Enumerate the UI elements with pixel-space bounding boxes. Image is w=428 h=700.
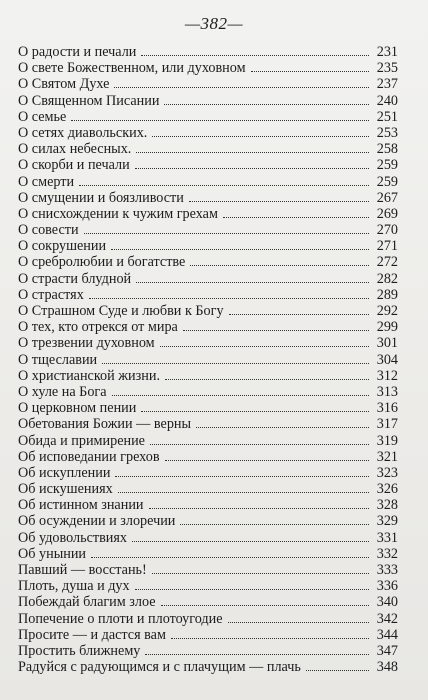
dot-leader	[149, 508, 370, 509]
toc-entry-page: 316	[376, 400, 398, 417]
dot-leader	[136, 282, 369, 283]
toc-entry-page: 282	[376, 270, 398, 287]
toc-entry	[18, 109, 398, 125]
dot-leader	[183, 330, 369, 331]
toc-entry	[18, 481, 398, 497]
toc-entry-page: 259	[376, 157, 398, 174]
toc-entry	[18, 60, 398, 76]
toc-entry-page: 258	[376, 141, 398, 158]
table-of-contents	[18, 44, 398, 675]
toc-entry	[18, 659, 398, 675]
toc-entry-page: 271	[376, 238, 398, 255]
dot-leader	[165, 460, 369, 461]
toc-entry-page: 312	[376, 367, 398, 384]
toc-entry	[18, 238, 398, 254]
toc-entry-title: О смерти	[18, 173, 75, 190]
toc-entry-page: 319	[376, 432, 398, 449]
toc-entry-title: О снисхождении к чужим грехам	[18, 205, 218, 222]
toc-entry	[18, 594, 398, 610]
toc-entry	[18, 76, 398, 92]
toc-entry-title: Об истинном знании	[18, 497, 144, 514]
toc-entry	[18, 530, 398, 546]
toc-entry	[18, 384, 398, 400]
toc-entry-title: О тех, кто отрекся от мира	[18, 319, 178, 336]
toc-entry-title: Об удовольствиях	[18, 529, 127, 546]
dot-leader	[71, 120, 369, 121]
toc-entry-page: 344	[376, 626, 398, 643]
toc-entry	[18, 271, 398, 287]
toc-entry-page: 304	[376, 351, 398, 368]
dot-leader	[135, 589, 369, 590]
toc-entry-title: Попечение о плоти и плотоугодие	[18, 610, 223, 627]
toc-entry-title: Об унынии	[18, 545, 87, 562]
toc-entry	[18, 44, 398, 60]
toc-entry-title: О хуле на Бога	[18, 383, 107, 400]
dot-leader	[228, 622, 369, 623]
toc-entry-page: 237	[376, 76, 398, 93]
toc-entry	[18, 335, 398, 351]
toc-entry-title: Об искуплении	[18, 464, 111, 481]
toc-entry-page: 340	[376, 594, 398, 611]
toc-entry	[18, 643, 398, 659]
toc-entry	[18, 254, 398, 270]
dot-leader	[91, 557, 369, 558]
toc-entry-title: Просите — и дастся вам	[18, 626, 166, 643]
toc-entry-title: О тщеславии	[18, 351, 98, 368]
toc-entry	[18, 627, 398, 643]
toc-entry	[18, 303, 398, 319]
toc-entry	[18, 93, 398, 109]
toc-entry-page: 329	[376, 513, 398, 530]
dot-leader	[132, 541, 369, 542]
toc-entry	[18, 513, 398, 529]
toc-entry-page: 342	[376, 610, 398, 627]
toc-entry	[18, 400, 398, 416]
toc-entry	[18, 433, 398, 449]
toc-entry-title: Плоть, душа и дух	[18, 578, 130, 595]
toc-entry	[18, 222, 398, 238]
toc-entry	[18, 287, 398, 303]
dot-leader	[115, 476, 369, 477]
dot-leader	[141, 55, 369, 56]
dot-leader	[223, 217, 369, 218]
toc-entry-title: О совести	[18, 222, 79, 239]
toc-entry	[18, 368, 398, 384]
toc-entry	[18, 497, 398, 513]
toc-entry-page: 336	[376, 578, 398, 595]
toc-entry-page: 240	[376, 92, 398, 109]
toc-entry	[18, 546, 398, 562]
dot-leader	[84, 233, 369, 234]
dot-leader	[152, 573, 369, 574]
toc-entry-title: О смущении и боязливости	[18, 189, 184, 206]
toc-entry-title: О сетях диавольских.	[18, 124, 148, 141]
toc-entry	[18, 465, 398, 481]
dot-leader	[111, 249, 369, 250]
toc-entry-page: 326	[376, 481, 398, 498]
toc-entry-page: 270	[376, 222, 398, 239]
toc-entry-title: О силах небесных.	[18, 141, 132, 158]
toc-entry	[18, 611, 398, 627]
toc-entry-page: 332	[376, 545, 398, 562]
toc-entry-page: 313	[376, 383, 398, 400]
toc-entry-title: О сокрушении	[18, 238, 107, 255]
dot-leader	[164, 104, 369, 105]
dot-leader	[160, 346, 369, 347]
dot-leader	[251, 71, 369, 72]
toc-entry	[18, 190, 398, 206]
dot-leader	[145, 654, 369, 655]
dot-leader	[190, 265, 369, 266]
toc-entry-page: 289	[376, 286, 398, 303]
toc-entry	[18, 352, 398, 368]
dot-leader	[306, 670, 369, 671]
toc-entry-title: Побеждай благим злое	[18, 594, 156, 611]
toc-entry-title: О радости и печали	[18, 44, 137, 60]
toc-entry-title: О трезвении духовном	[18, 335, 155, 352]
toc-entry-title: О Святом Духе	[18, 76, 110, 93]
page-number: —382—	[184, 14, 244, 33]
dot-leader	[135, 168, 369, 169]
dot-leader	[89, 298, 369, 299]
toc-entry-page: 259	[376, 173, 398, 190]
toc-entry	[18, 562, 398, 578]
toc-entry-page: 317	[376, 416, 398, 433]
toc-entry-page: 347	[376, 642, 398, 659]
dot-leader	[136, 152, 369, 153]
toc-entry-title: Павший — восстань!	[18, 562, 147, 578]
toc-entry-page: 323	[376, 464, 398, 481]
dot-leader	[141, 411, 369, 412]
dot-leader	[79, 185, 369, 186]
dot-leader	[189, 201, 369, 202]
toc-entry	[18, 174, 398, 190]
dot-leader	[150, 444, 369, 445]
toc-entry	[18, 578, 398, 594]
dot-leader	[112, 395, 369, 396]
toc-entry	[18, 319, 398, 335]
toc-entry-title: Радуйся с радующимся и с плачущим — плачь	[18, 659, 301, 676]
toc-entry-page: 348	[376, 659, 398, 676]
toc-entry-title: О христианской жизни.	[18, 367, 160, 384]
toc-entry-title: Об искушениях	[18, 481, 113, 498]
toc-entry-page: 333	[376, 562, 398, 578]
toc-entry-page: 331	[376, 529, 398, 546]
toc-entry-title: О семье	[18, 108, 67, 125]
toc-entry-page: 231	[376, 44, 398, 60]
toc-entry	[18, 141, 398, 157]
toc-entry-title: О свете Божественном, или духовном	[18, 60, 246, 77]
dot-leader	[165, 379, 369, 380]
toc-entry-title: О скорби и печали	[18, 157, 130, 174]
dot-leader	[196, 427, 369, 428]
dot-leader	[114, 87, 369, 88]
toc-entry-title: Простить ближнему	[18, 642, 141, 659]
toc-entry-title: Обида и примирение	[18, 432, 145, 449]
toc-entry-title: О церковном пении	[18, 400, 137, 417]
toc-entry	[18, 206, 398, 222]
toc-entry-title: О Страшном Суде и любви к Богу	[18, 303, 224, 319]
toc-entry-page: 269	[376, 205, 398, 222]
toc-entry-title: Обетования Божии — верны	[18, 416, 192, 433]
toc-entry-title: О Священном Писании	[18, 92, 160, 109]
dot-leader	[152, 136, 369, 137]
toc-entry-title: Об осуждении и злоречии	[18, 513, 176, 530]
toc-entry-title: О страсти блудной	[18, 270, 132, 287]
dot-leader	[229, 314, 369, 315]
toc-entry	[18, 157, 398, 173]
dot-leader	[118, 492, 369, 493]
toc-entry-title: О страстях	[18, 286, 84, 303]
toc-entry-page: 299	[376, 319, 398, 336]
dot-leader	[171, 638, 369, 639]
toc-entry-page: 301	[376, 335, 398, 352]
toc-entry	[18, 416, 398, 432]
toc-entry-page: 267	[376, 189, 398, 206]
toc-entry-page: 292	[376, 303, 398, 319]
toc-entry-page: 328	[376, 497, 398, 514]
toc-entry-title: О сребролюбии и богатстве	[18, 254, 186, 271]
toc-entry-page: 251	[376, 108, 398, 125]
toc-entry-page: 272	[376, 254, 398, 271]
toc-entry-page: 253	[376, 124, 398, 141]
dot-leader	[161, 605, 369, 606]
dot-leader	[180, 524, 369, 525]
toc-entry-page: 321	[376, 448, 398, 465]
toc-entry-title: Об исповедании грехов	[18, 448, 160, 465]
dot-leader	[102, 363, 369, 364]
toc-entry	[18, 125, 398, 141]
toc-entry-page: 235	[376, 60, 398, 77]
toc-entry	[18, 449, 398, 465]
